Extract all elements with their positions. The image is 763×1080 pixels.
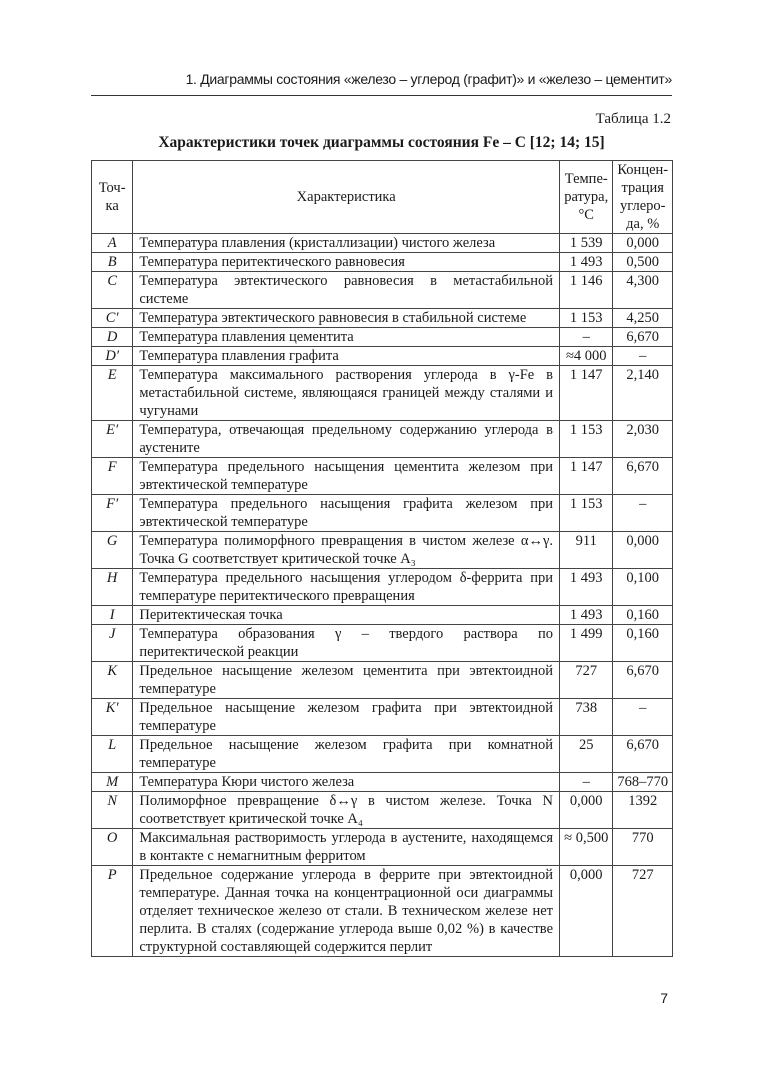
- point-cell: O: [92, 829, 133, 866]
- temperature-cell: 1 147: [560, 366, 613, 421]
- running-head: 1. Диаграммы состояния «железо – углерод (графит)» и «железо – цементит»: [185, 71, 672, 87]
- concentration-cell: 6,670: [613, 458, 673, 495]
- characteristic-cell: Температура полиморфного превращения в чистом железе α↔γ. Точка G соответствует критической точке A₃: [133, 532, 560, 569]
- characteristic-cell: Температура перитектического равновесия: [133, 253, 560, 272]
- temperature-cell: 0,000: [560, 866, 613, 957]
- table-row: [92, 792, 673, 829]
- col-header-point: Точ- ка: [92, 161, 133, 234]
- col-header-temperature: Темпе- ратура, °С: [560, 161, 613, 234]
- characteristic-cell: Температура эвтектического равновесия в метастабильной системе: [133, 272, 560, 309]
- temperature-cell: 1 493: [560, 606, 613, 625]
- point-cell: C: [92, 272, 133, 309]
- temperature-cell: –: [560, 328, 613, 347]
- point-cell: B: [92, 253, 133, 272]
- concentration-cell: –: [613, 347, 673, 366]
- concentration-cell: 2,030: [613, 421, 673, 458]
- concentration-cell: –: [613, 699, 673, 736]
- characteristic-cell: Температура предельного насыщения углеродом δ-феррита при температуре перитектического превращения: [133, 569, 560, 606]
- table-row: [92, 253, 673, 272]
- characteristic-cell: Перитектическая точка: [133, 606, 560, 625]
- table-row: [92, 366, 673, 421]
- points-table: [91, 160, 673, 957]
- concentration-cell: 0,160: [613, 606, 673, 625]
- concentration-cell: 0,100: [613, 569, 673, 606]
- concentration-cell: 0,160: [613, 625, 673, 662]
- characteristic-cell: Температура Кюри чистого железа: [133, 773, 560, 792]
- concentration-cell: 768–770: [613, 773, 673, 792]
- characteristic-cell: Температура плавления (кристаллизации) чистого железа: [133, 234, 560, 253]
- table-row: [92, 569, 673, 606]
- page-number: 7: [660, 990, 668, 1006]
- temperature-cell: 25: [560, 736, 613, 773]
- point-cell: K′: [92, 699, 133, 736]
- temperature-cell: ≈ 0,500: [560, 829, 613, 866]
- characteristic-cell: Температура, отвечающая предельному содержанию углерода в аустените: [133, 421, 560, 458]
- point-cell: F′: [92, 495, 133, 532]
- header-rule: [91, 95, 672, 96]
- concentration-cell: –: [613, 495, 673, 532]
- concentration-cell: 0,500: [613, 253, 673, 272]
- temperature-cell: 1 146: [560, 272, 613, 309]
- point-cell: H: [92, 569, 133, 606]
- characteristic-cell: Предельное насыщение железом цементита при эвтектоидной температуре: [133, 662, 560, 699]
- point-cell: P: [92, 866, 133, 957]
- table-row: [92, 234, 673, 253]
- concentration-cell: 0,000: [613, 532, 673, 569]
- table-title: Характеристики точек диаграммы состояния Fe – C [12; 14; 15]: [158, 134, 605, 151]
- table-row: [92, 773, 673, 792]
- point-cell: F: [92, 458, 133, 495]
- point-cell: G: [92, 532, 133, 569]
- table-row: [92, 495, 673, 532]
- table-row: [92, 699, 673, 736]
- table-row: [92, 662, 673, 699]
- characteristic-cell: Температура максимального растворения углерода в γ-Fe в метастабильной системе, являющаяся границей между сталями и чугунами: [133, 366, 560, 421]
- characteristic-cell: Полиморфное превращение δ↔γ в чистом железе. Точка N соответствует критической точке A₄: [133, 792, 560, 829]
- point-cell: C′: [92, 309, 133, 328]
- temperature-cell: 1 493: [560, 253, 613, 272]
- point-cell: J: [92, 625, 133, 662]
- temperature-cell: 1 153: [560, 309, 613, 328]
- temperature-cell: 727: [560, 662, 613, 699]
- table-row: [92, 829, 673, 866]
- col-header-concentration: Концен- трация углеро- да, %: [613, 161, 673, 234]
- characteristic-cell: Температура эвтектического равновесия в стабильной системе: [133, 309, 560, 328]
- table-row: [92, 421, 673, 458]
- table-header-row: [92, 161, 673, 234]
- point-cell: N: [92, 792, 133, 829]
- characteristic-cell: Максимальная растворимость углерода в аустените, находящемся в контакте с немагнитным ферритом: [133, 829, 560, 866]
- characteristic-cell: Предельное насыщение железом графита при комнатной температуре: [133, 736, 560, 773]
- table-row: [92, 866, 673, 957]
- point-cell: I: [92, 606, 133, 625]
- concentration-cell: 4,300: [613, 272, 673, 309]
- point-cell: D: [92, 328, 133, 347]
- characteristic-cell: Температура плавления цементита: [133, 328, 560, 347]
- concentration-cell: 0,000: [613, 234, 673, 253]
- point-cell: K: [92, 662, 133, 699]
- concentration-cell: 2,140: [613, 366, 673, 421]
- concentration-cell: 4,250: [613, 309, 673, 328]
- temperature-cell: 1 153: [560, 495, 613, 532]
- temperature-cell: 738: [560, 699, 613, 736]
- characteristic-cell: Температура образования γ – твердого раствора по перитектической реакции: [133, 625, 560, 662]
- concentration-cell: 6,670: [613, 328, 673, 347]
- temperature-cell: ≈4 000: [560, 347, 613, 366]
- point-cell: E′: [92, 421, 133, 458]
- concentration-cell: 6,670: [613, 736, 673, 773]
- table-row: [92, 625, 673, 662]
- table-row: [92, 458, 673, 495]
- characteristic-cell: Температура предельного насыщения цементита железом при эвтектической температуре: [133, 458, 560, 495]
- point-cell: A: [92, 234, 133, 253]
- temperature-cell: 1 153: [560, 421, 613, 458]
- temperature-cell: 1 493: [560, 569, 613, 606]
- concentration-cell: 727: [613, 866, 673, 957]
- characteristic-cell: Температура предельного насыщения графита железом при эвтектической температуре: [133, 495, 560, 532]
- table-row: [92, 309, 673, 328]
- temperature-cell: 0,000: [560, 792, 613, 829]
- characteristic-cell: Температура плавления графита: [133, 347, 560, 366]
- table-row: [92, 532, 673, 569]
- temperature-cell: 911: [560, 532, 613, 569]
- table-row: [92, 606, 673, 625]
- temperature-cell: 1 539: [560, 234, 613, 253]
- temperature-cell: 1 499: [560, 625, 613, 662]
- table-row: [92, 347, 673, 366]
- point-cell: M: [92, 773, 133, 792]
- concentration-cell: 6,670: [613, 662, 673, 699]
- table-row: [92, 328, 673, 347]
- col-header-characteristic: Характеристика: [133, 161, 560, 234]
- table-row: [92, 272, 673, 309]
- table-number: Таблица 1.2: [595, 111, 671, 127]
- concentration-cell: 770: [613, 829, 673, 866]
- temperature-cell: 1 147: [560, 458, 613, 495]
- characteristic-cell: Предельное содержание углерода в феррите при эвтектоидной температуре. Данная точка на концентрационной оси диаграммы отделяет техническое железо от стали. В техническом железе нет перлита. В сталях (содержание углерода выше 0,02 %) в качестве структурной составляющей содержится перлит: [133, 866, 560, 957]
- characteristic-cell: Предельное насыщение железом графита при эвтектоидной температуре: [133, 699, 560, 736]
- point-cell: L: [92, 736, 133, 773]
- concentration-cell: 1392: [613, 792, 673, 829]
- table-row: [92, 736, 673, 773]
- point-cell: E: [92, 366, 133, 421]
- point-cell: D′: [92, 347, 133, 366]
- temperature-cell: –: [560, 773, 613, 792]
